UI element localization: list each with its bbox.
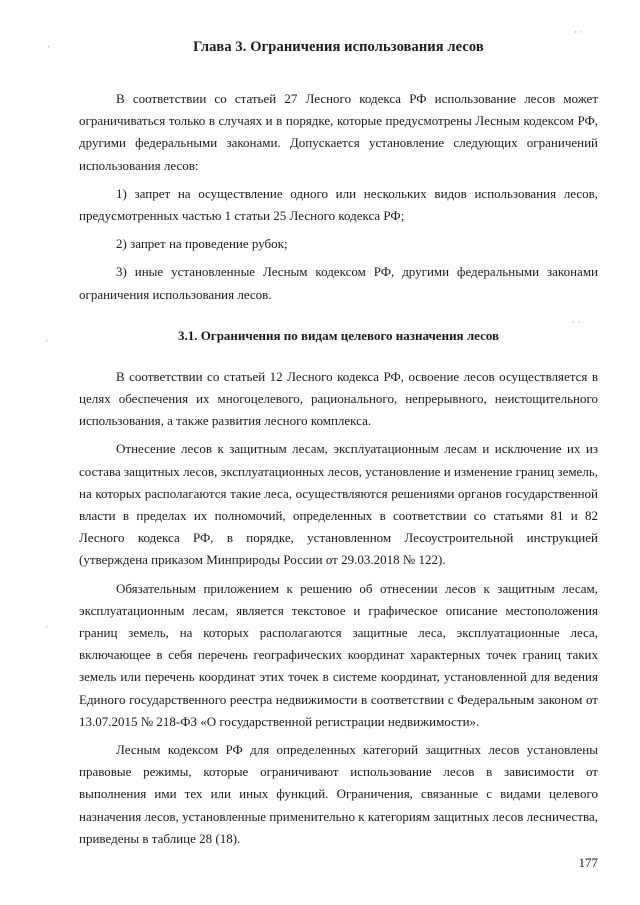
scan-mark: · ·: [572, 318, 581, 328]
paragraph: Обязательным приложением к решению об отнесении лесов к защитным лесам, эксплуатационным лесам, является текстовое и графическое описание местоположения границ земель, на которых располагаются защитные леса, эксплуатационные леса, включающее в себя перечень географических координат характерных точек границ таких земель или перечень координат этих точек в системе координат, установленной для ведения Единого государственного реестра недвижимости в соответствии с Федеральным законом от 13.07.2015 № 218-ФЗ «О государственной регистрации недвижимости».: [79, 580, 598, 729]
paragraph: Лесным кодексом РФ для определенных категорий защитных лесов установлены правовые режимы, которые ограничивают использование лесов в зависимости от выполнения ими тех или иных функций. Ограничения, связанные с видами целевого назначения лесов, установленные применительно к категориям защитных лесов лесничества, приведены в таблице 28 (18).: [79, 742, 598, 846]
paragraph: В соответствии со статьей 27 Лесного кодекса РФ использование лесов может ограничиваться только в случаях и в порядке, которые предусмотрены Лесным кодексом РФ, другими федеральными законами. Допускается установление следующих ограничений использования лесов:: [79, 91, 598, 173]
scan-mark: ˊ: [46, 46, 51, 56]
scan-mark: ˊ: [44, 626, 49, 636]
scan-mark: ˊ: [44, 340, 49, 350]
list-item: 3) иные установленные Лесным кодексом РФ, другими федеральными законами ограничения использования лесов.: [79, 264, 598, 302]
paragraph: В соответствии со статьей 12 Лесного кодекса РФ, освоение лесов осуществляется в целях обеспечения их многоцелевого, рационального, непрерывного, неистощительного использования, а также развития лесного комплекса.: [79, 368, 598, 429]
paragraph: Отнесение лесов к защитным лесам, эксплуатационным лесам и исключение их из состава защитных лесов, эксплуатационных лесов, установление и изменение границ земель, на которых располагаются такие леса, осуществляются решениями органов государственной власти в пределах их полномочий, определенных в соответствии со статьями 81 и 82 Лесного кодекса РФ, в порядке, установленном Лесоустроительной инструкцией (утверждена приказом Минприроды России от 29.03.2018 № 122).: [79, 441, 598, 568]
page-content: [79, 39, 598, 856]
list-item: 2) запрет на проведение рубок;: [116, 236, 288, 252]
page-number: 177: [578, 855, 598, 870]
scan-mark: · ·: [574, 28, 583, 38]
chapter-title: Глава 3. Ограничения использования лесов: [193, 39, 484, 55]
list-item: 1) запрет на осуществление одного или нескольких видов использования лесов, предусмотренных частью 1 статьи 25 Лесного кодекса РФ;: [79, 185, 598, 224]
section-title: 3.1. Ограничения по видам целевого назначения лесов: [177, 327, 500, 343]
